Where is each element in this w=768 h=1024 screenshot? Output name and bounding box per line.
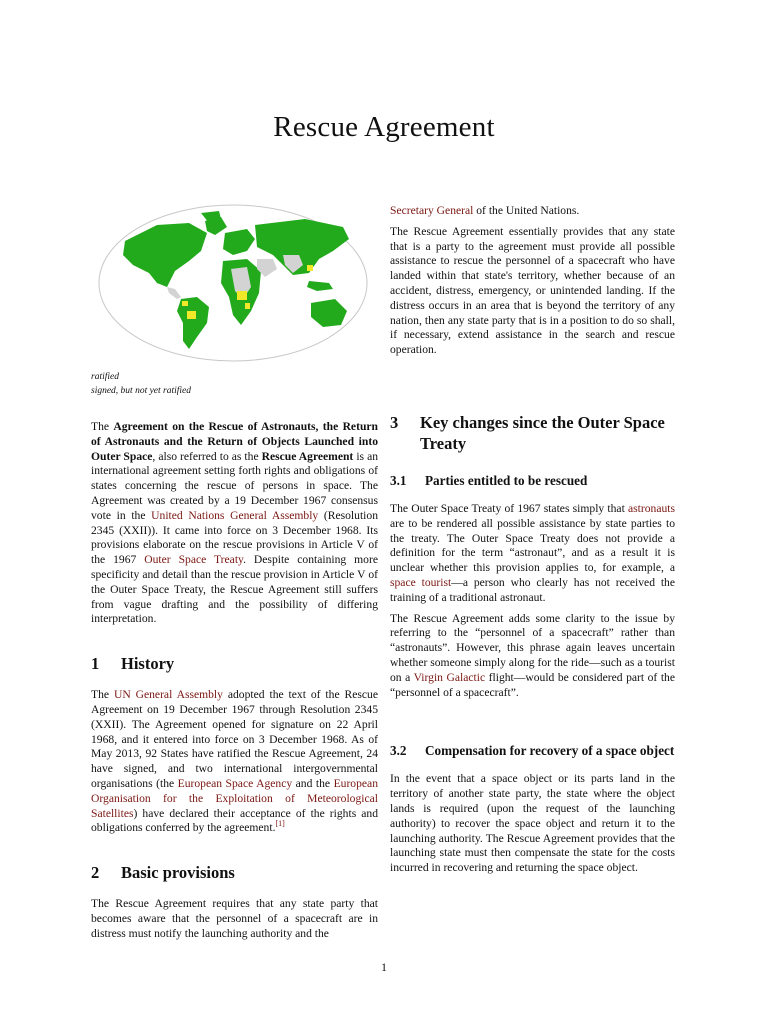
- map-legend: [91, 371, 378, 398]
- section-heading-history: 1 History: [91, 654, 175, 674]
- link-un-general-assembly[interactable]: United Nations General Assembly: [151, 508, 319, 522]
- left-column: [91, 198, 378, 948]
- compensation-paragraph: In the event that a space object or its parts land in the territory of another state party, the state where the object lands is required (upon the request of the launching authority) to recover the space object and return it to the launching authority. The Rescue Agreement provides that the launching state must then compensate the state for the costs incurred in recovering and returning the space object.: [390, 772, 675, 875]
- link-esa[interactable]: European Space Agency: [177, 776, 293, 790]
- basic-paragraph-1-cont: Secretary General of the United Nations.: [390, 204, 580, 217]
- link-virgin-galactic[interactable]: Virgin Galactic: [413, 670, 486, 684]
- page-title: Rescue Agreement: [273, 111, 495, 143]
- basic-paragraph-2: The Rescue Agreement essentially provides that any state that is a party to the agreement must provide all possible assistance to rescue the personnel of a spacecraft who have landed within that state's territory, whether because of an accident, distress, emergency, or unintended landing. If the distress occurs in an area that is beyond the territory of any nation, then any state party that is in a position to do so shall, if necessary, extend assistance in the search and rescue operation.: [390, 224, 675, 357]
- history-paragraph: The UN General Assembly adopted the text of the Rescue Agreement on 19 December 1967 through Resolution 2345 (XXII). The Agreement opened for signature on 22 April 1968, and it entered into force on 3 December 1968. As of May 2013, 92 States have ratified the Rescue Agreement, 24 have signed, and two international intergovernmental organisations (the European Space Agency and the European Organisation for the Exploitation of Meteorological Satellites) have declared their acceptance of the rights and obligations conferred by the agreement.[1]: [91, 688, 378, 835]
- parties-paragraph-1: The Outer Space Treaty of 1967 states simply that astronauts are to be rendered all possible assistance by state parties to the treaty. The Outer Space Treaty does not provide a definition for the term “astronaut”, and as a result it is unclear whether this provision applies to, for example, a space tourist—a person who clearly has not received the training of a traditional astronaut.: [390, 501, 675, 604]
- right-column: [390, 198, 675, 882]
- link-secretary-general[interactable]: Secretary General: [390, 204, 474, 217]
- intro-paragraph: The Agreement on the Rescue of Astronauts, the Return of Astronauts and the Return of Objects Launched into Outer Space, also referred to as the Rescue Agreement is an international agreement setting forth rights and obligations of states concerning the rescue of persons in space. The Agreement was created by a 19 December 1967 consensus vote in the United Nations General Assembly (Resolution 2345 (XXII)). It came into force on 3 December 1968. Its provisions elaborate on the rescue provisions in Article V of the 1967 Outer Space Treaty. Despite containing more specificity and detail than the rescue provision in Article V of the Outer Space Treaty, the Rescue Agreement still suffers from vague drafting and the possibility of differing interpretation.: [91, 420, 379, 626]
- world-map-figure: [97, 203, 369, 363]
- link-un-ga[interactable]: UN General Assembly: [113, 688, 223, 702]
- basic-paragraph-1: The Rescue Agreement requires that any state party that becomes aware that the personnel of a spacecraft are in distress must notify the launching authority and the: [91, 897, 378, 940]
- reference-link[interactable]: [1]: [275, 819, 285, 829]
- link-eumetsat[interactable]: European Organisation for the Exploitation of Meteorological Satellites: [91, 776, 378, 820]
- subsection-heading-parties: 3.1 Parties entitled to be rescued: [390, 472, 588, 488]
- section-heading-basic-provisions: 2 Basic provisions: [91, 863, 235, 883]
- subsection-heading-compensation: 3.2 Compensation for recovery of a space object: [390, 743, 675, 759]
- page-number: 1: [381, 960, 387, 974]
- section-heading-key-changes: 3 Key changes since the Outer Space Treaty: [390, 412, 665, 453]
- legend-signed: signed, but not yet ratified: [91, 385, 192, 396]
- link-outer-space-treaty[interactable]: Outer Space Treaty: [144, 553, 244, 567]
- parties-paragraph-2: The Rescue Agreement adds some clarity to the issue by referring to the “personnel of a spacecraft” rather than “astronauts”. However, this phrase again leaves uncertain whether someone simply along for the ride—such as a tourist on a Virgin Galactic flight—would be considered part of the “personnel of a spacecraft”.: [390, 611, 675, 699]
- link-astronauts[interactable]: astronauts: [627, 501, 675, 515]
- link-space-tourist[interactable]: space tourist: [390, 575, 452, 589]
- legend-ratified: ratified: [91, 372, 119, 382]
